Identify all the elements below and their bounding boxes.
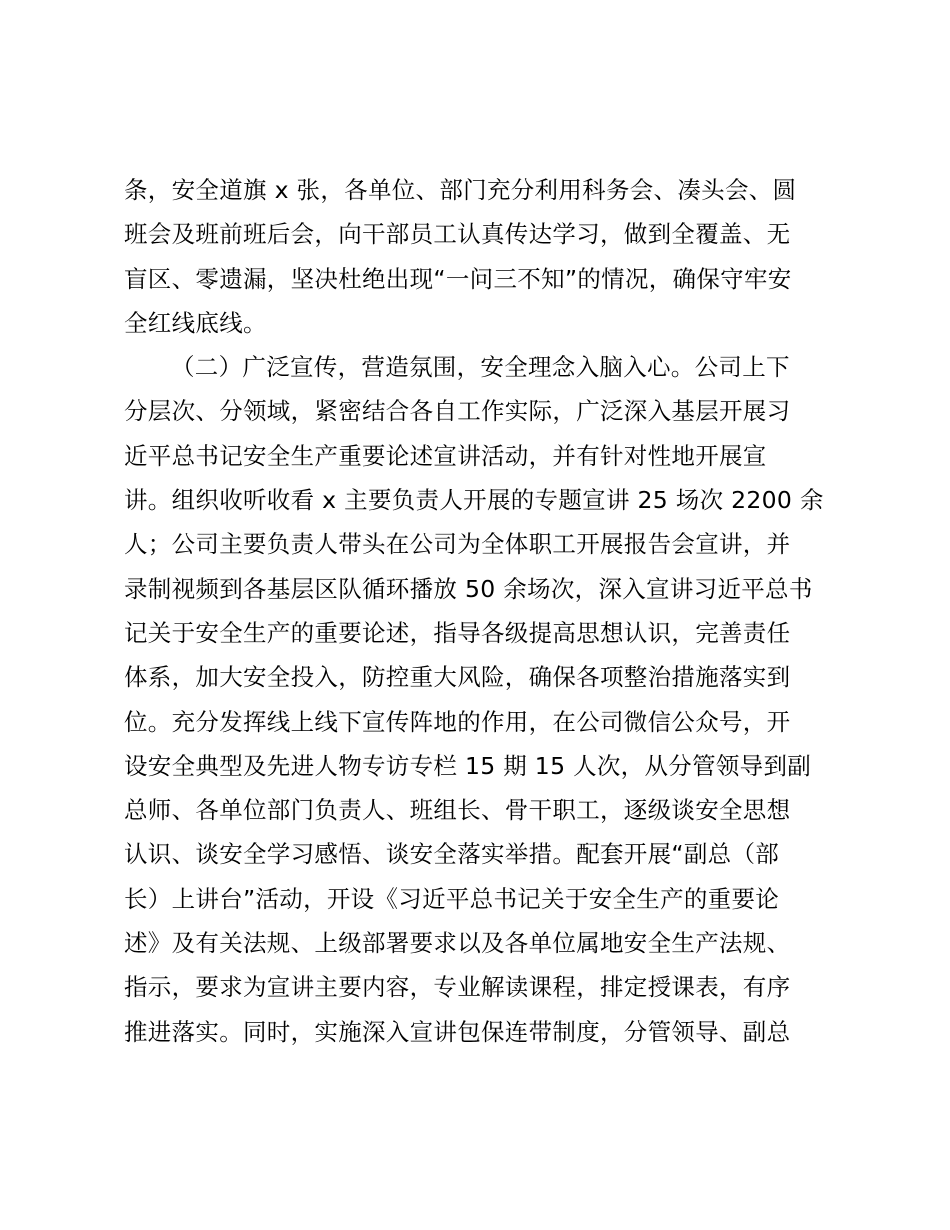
text-line: 讲。组织收听收看 x 主要负责人开展的专题宣讲 25 场次 2200 余 bbox=[124, 486, 824, 515]
text-line: 设安全典型及先进人物专访专栏 15 期 15 人次，从分管领导到副 bbox=[124, 751, 812, 780]
text-line: 盲区、零遗漏，坚决杜绝出现“一问三不知”的情况，确保守牢安 bbox=[124, 264, 792, 293]
text-line: 近平总书记安全生产重要论述宣讲活动，并有针对性地开展宣 bbox=[124, 441, 767, 470]
text-line: 推进落实。同时，实施深入宣讲包保连带制度，分管领导、副总 bbox=[124, 1017, 791, 1046]
text-line: 述》及有关法规、上级部署要求以及各单位属地安全生产法规、 bbox=[124, 929, 791, 958]
text-line: 指示，要求为宣讲主要内容，专业解读课程，排定授课表，有序 bbox=[124, 973, 791, 1002]
text-line: 记关于安全生产的重要论述，指导各级提高思想认识，完善责任 bbox=[124, 618, 791, 647]
text-line: 全红线底线。 bbox=[124, 308, 267, 337]
text-line: 班会及班前班后会，向干部员工认真传达学习，做到全覆盖、无 bbox=[124, 220, 791, 249]
text-line: 录制视频到各基层区队循环播放 50 余场次，深入宣讲习近平总书 bbox=[124, 574, 813, 603]
text-line: 人；公司主要负责人带头在公司为全体职工开展报告会宣讲，并 bbox=[124, 530, 791, 559]
text-line: 位。充分发挥线上线下宣传阵地的作用，在公司微信公众号，开 bbox=[124, 707, 791, 736]
text-line: 分层次、分领域，紧密结合各自工作实际，广泛深入基层开展习 bbox=[124, 397, 791, 426]
body-text bbox=[124, 168, 836, 1054]
text-line: 条，安全道旗 x 张，各单位、部门充分利用科务会、凑头会、圆 bbox=[124, 176, 797, 204]
text-line: 体系，加大安全投入，防控重大风险，确保各项整治措施落实到 bbox=[124, 663, 791, 692]
text-line: 总师、各单位部门负责人、班组长、骨干职工，逐级谈安全思想 bbox=[124, 796, 791, 825]
text-line: 认识、谈安全学习感悟、谈安全落实举措。配套开展“副总（部 bbox=[124, 840, 780, 869]
section-heading-line: （二）广泛宣传，营造氛围，安全理念入脑入心。公司上下 bbox=[171, 353, 790, 382]
text-line: 长）上讲台”活动，开设《习近平总书记关于安全生产的重要论 bbox=[124, 884, 780, 913]
